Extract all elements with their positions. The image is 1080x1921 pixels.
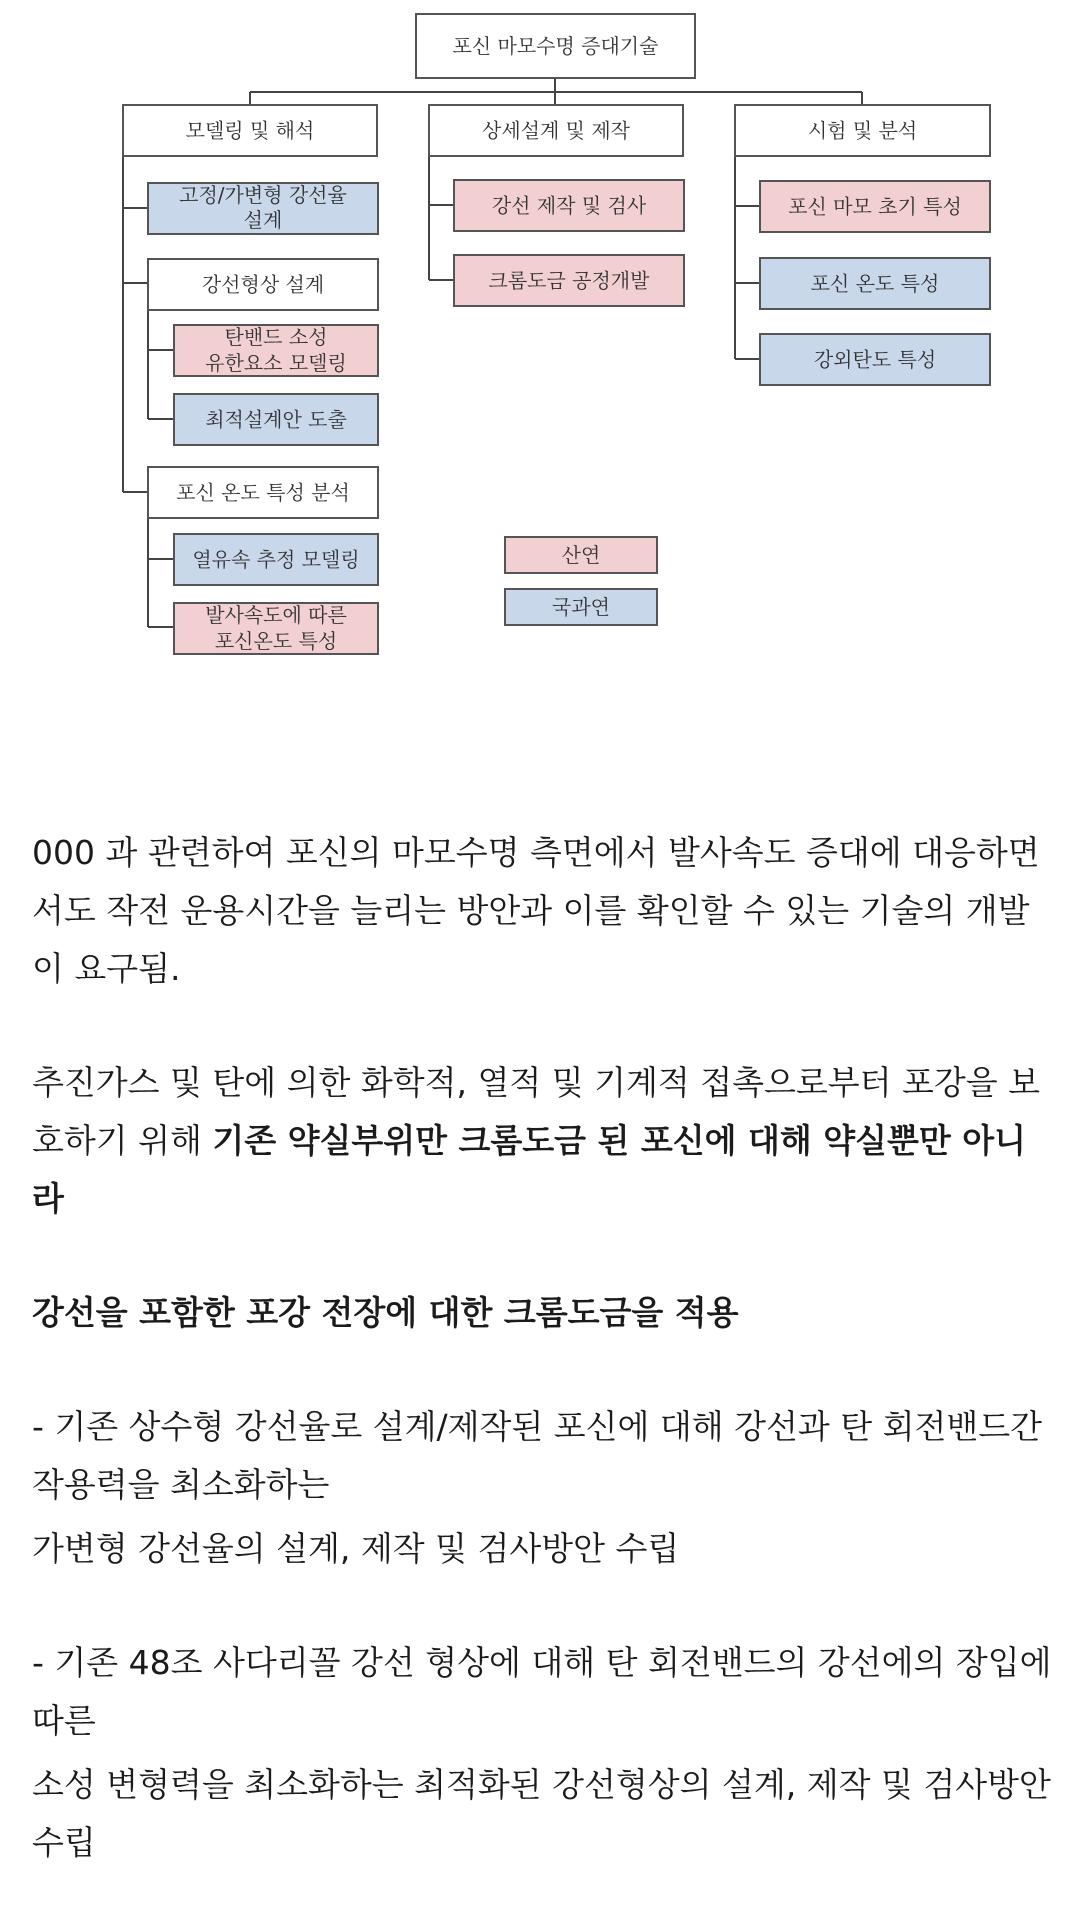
svg-text:크롬도금 공정개발: 크롬도금 공정개발 [488, 268, 650, 293]
node-rifling-make [454, 180, 684, 231]
svg-text:포신 온도 특성 분석: 포신 온도 특성 분석 [176, 480, 350, 505]
paragraph-variable-twist-b: 가변형 강선율의 설계, 제작 및 검사방안 수립 [32, 1529, 680, 1568]
svg-text:고정/가변형 강선율: 고정/가변형 강선율 [179, 183, 347, 207]
svg-text:국과연: 국과연 [552, 595, 610, 619]
svg-text:강외탄도 특성: 강외탄도 특성 [813, 347, 937, 372]
legend-item-gukgwayeon [505, 589, 657, 625]
svg-text:강선 제작 및 검사: 강선 제작 및 검사 [491, 193, 647, 218]
svg-text:열유속 추정 모델링: 열유속 추정 모델링 [192, 547, 360, 572]
legend-item-sanyeon [505, 537, 657, 573]
svg-text:유한요소 모델링: 유한요소 모델링 [205, 351, 347, 375]
node-temp-char [760, 258, 990, 309]
node-fire-rate-temp [174, 603, 378, 654]
svg-text:상세설계 및 제작: 상세설계 및 제작 [482, 118, 630, 143]
paragraph-chrome-plating-bold: 기존 약실부위만 크롬도금 된 포신에 대해 약실뿐만 아니라 [32, 1121, 1026, 1218]
node-ballistic [760, 334, 990, 385]
paragraph-rifling-shape-a: - 기존 48조 사다리꼴 강선 형상에 대해 탄 회전밴드의 강선에의 장입에 따른 [32, 1643, 1052, 1740]
node-band-fem [174, 325, 378, 376]
node-temp-analysis [148, 467, 378, 518]
svg-text:최적설계안 도출: 최적설계안 도출 [205, 407, 347, 432]
root-label: 포신 마모수명 증대기술 [452, 34, 659, 58]
paragraph-chrome-full-bore: 강선을 포함한 포강 전장에 대한 크롬도금을 적용 [32, 1293, 739, 1332]
column-header-design [429, 105, 683, 156]
svg-text:산연: 산연 [561, 543, 601, 567]
svg-text:시험 및 분석: 시험 및 분석 [807, 118, 918, 143]
node-initial-wear [760, 181, 990, 232]
column-header-modeling [123, 105, 377, 156]
svg-text:포신 마모 초기 특성: 포신 마모 초기 특성 [788, 194, 962, 219]
svg-text:포신온도 특성: 포신온도 특성 [214, 629, 338, 653]
node-gauge-design [148, 183, 378, 234]
paragraph-variable-twist-a: - 기존 상수형 강선율로 설계/제작된 포신에 대해 강선과 탄 회전밴드간 작용력을 최소화하는 [32, 1407, 1043, 1504]
paragraph-chrome-plating-normal: 추진가스 및 탄에 의한 화학적, 열적 및 기계적 접촉으로부터 포강을 보호하기 위해 [32, 1063, 1040, 1160]
node-rifling-shape [148, 259, 378, 310]
svg-text:모델링 및 해석: 모델링 및 해석 [185, 118, 315, 143]
node-chrome-process [454, 255, 684, 306]
svg-text:발사속도에 따른: 발사속도에 따른 [205, 603, 347, 627]
svg-text:설계: 설계 [243, 208, 283, 232]
paragraph-rifling-shape-b: 소성 변형력을 최소화하는 최적화된 강선형상의 설계, 제작 및 검사방안 수립 [32, 1765, 1051, 1862]
body-text [32, 824, 1052, 1872]
paragraph-requirement: 000 과 관련하여 포신의 마모수명 측면에서 발사속도 증대에 대응하면서도 작전 운용시간을 늘리는 방안과 이를 확인할 수 있는 기술의 개발이 요구됨. [32, 833, 1040, 988]
node-optimal-design [174, 394, 378, 445]
svg-text:강선형상 설계: 강선형상 설계 [201, 272, 325, 297]
svg-text:탄밴드 소성: 탄밴드 소성 [224, 325, 328, 349]
svg-text:포신 온도 특성: 포신 온도 특성 [810, 271, 940, 296]
root-node [416, 14, 695, 78]
node-heat-flux [174, 534, 378, 585]
paragraph-chrome-plating [32, 1054, 1052, 1228]
legend [505, 537, 657, 625]
tech-tree-diagram [0, 0, 1080, 680]
column-header-testing [735, 105, 990, 156]
